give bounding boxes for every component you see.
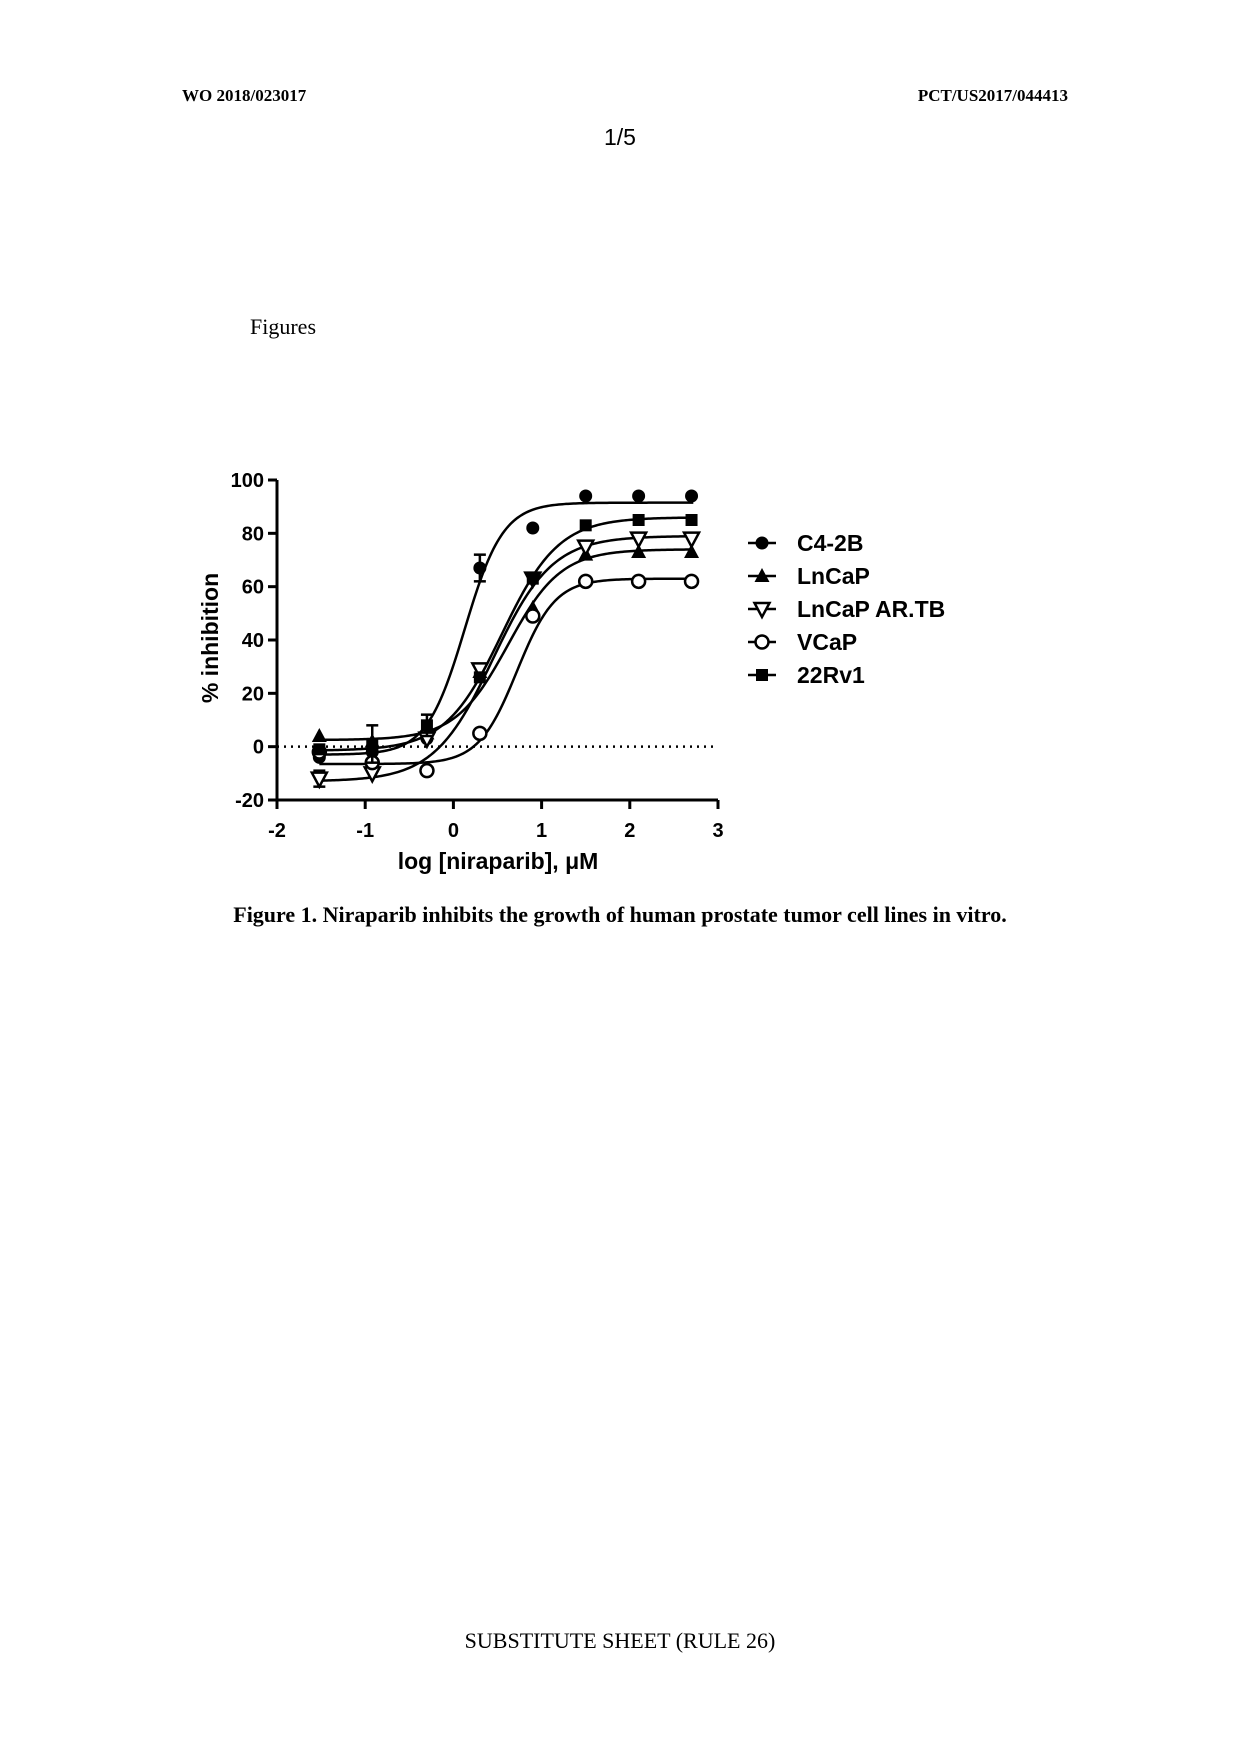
data-point-c4-2b <box>526 522 539 535</box>
application-number: PCT/US2017/044413 <box>917 86 1068 105</box>
data-point-c4-2b <box>632 490 645 503</box>
data-point-lncap-ar-tb <box>684 533 699 547</box>
data-point-22rv1 <box>366 738 378 750</box>
data-point-vcap <box>579 575 592 588</box>
legend-label-vcap: VCaP <box>797 629 858 655</box>
x-tick-label: -1 <box>356 820 375 842</box>
x-tick-label: 1 <box>536 820 548 842</box>
figure-caption: Figure 1. Niraparib inhibits the growth of human prostate tumor cell lines in vitro. <box>233 902 1007 927</box>
data-point-vcap <box>420 764 433 777</box>
x-tick-label: 3 <box>712 820 724 842</box>
legend-label-lncap-ar-tb: LnCaP AR.TB <box>797 596 946 622</box>
data-point-lncap-ar-tb <box>631 533 646 547</box>
y-tick-label: 0 <box>252 736 264 759</box>
data-point-22rv1 <box>474 671 486 683</box>
legend-marker-vcap <box>756 636 769 649</box>
page-footer: SUBSTITUTE SHEET (RULE 26) <box>464 1628 776 1653</box>
legend-marker-22rv1 <box>756 669 768 681</box>
data-point-vcap <box>685 575 698 588</box>
data-point-c4-2b <box>579 490 592 503</box>
y-tick-label: 100 <box>230 470 264 492</box>
y-tick-label: -20 <box>235 790 264 812</box>
data-point-22rv1 <box>527 573 539 585</box>
axes <box>231 470 724 842</box>
legend-label-22rv1: 22Rv1 <box>797 662 865 688</box>
x-tick-label: -2 <box>268 820 286 842</box>
patent-number: WO 2018/023017 <box>182 86 307 105</box>
y-tick-label: 60 <box>241 576 264 599</box>
data-point-c4-2b <box>473 562 486 575</box>
x-tick-label: 2 <box>624 820 636 842</box>
data-point-22rv1 <box>313 743 325 755</box>
data-point-vcap <box>473 727 486 740</box>
data-point-22rv1 <box>421 719 433 731</box>
y-axis-label: % inhibition <box>197 572 223 704</box>
y-tick-label: 40 <box>241 630 264 652</box>
data-points <box>312 490 699 787</box>
legend <box>748 530 945 688</box>
y-tick-label: 80 <box>241 523 264 546</box>
data-point-vcap <box>632 575 645 588</box>
data-point-22rv1 <box>580 519 592 531</box>
section-title: Figures <box>250 314 316 339</box>
data-point-lncap <box>312 728 327 742</box>
fit-curve-vcap <box>319 579 693 764</box>
legend-marker-c4-2b <box>756 537 769 550</box>
data-point-c4-2b <box>685 490 698 503</box>
x-axis-label: log [niraparib], μM <box>397 848 599 874</box>
y-tick-label: 20 <box>241 683 264 706</box>
sheet-number: 1/5 <box>604 124 636 150</box>
x-tick-label: 0 <box>447 820 459 842</box>
data-point-22rv1 <box>633 514 645 526</box>
legend-label-lncap: LnCaP <box>797 563 870 589</box>
data-point-22rv1 <box>686 514 698 526</box>
legend-label-c4-2b: C4-2B <box>797 530 864 556</box>
data-point-vcap <box>526 610 539 623</box>
